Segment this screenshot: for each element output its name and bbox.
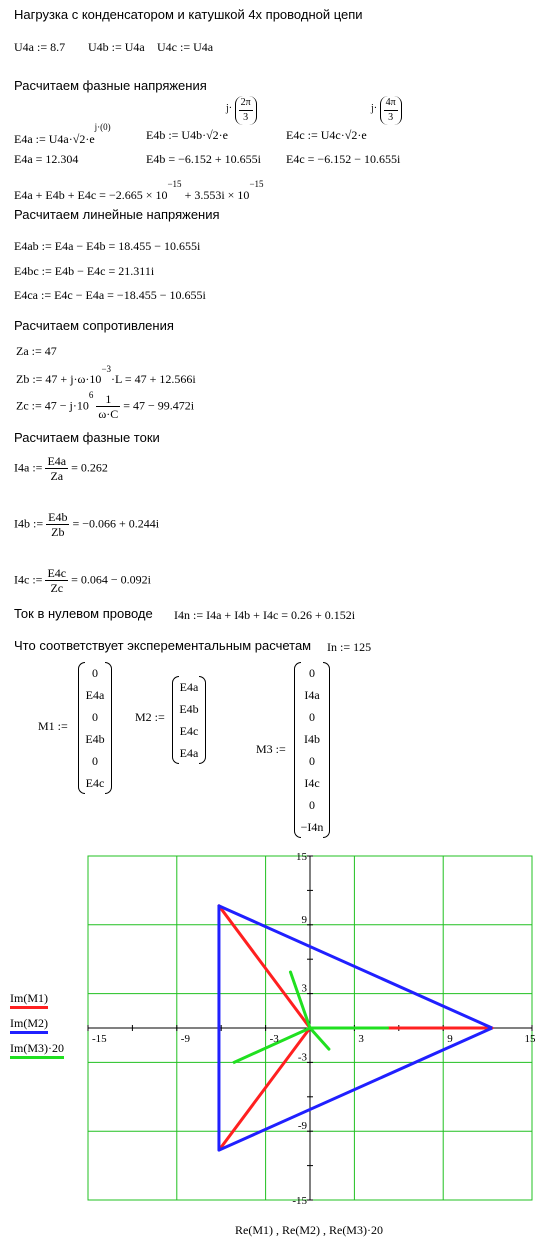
x-tick-label: -3 xyxy=(269,1033,279,1045)
e4c-exp xyxy=(371,96,402,125)
phase-sum-exp2: −15 xyxy=(249,179,264,189)
m1-cell: 0 xyxy=(92,666,98,680)
m3-label: M3 := xyxy=(256,742,286,756)
e4b-exp-pre: j· xyxy=(226,103,233,114)
m3-vector xyxy=(294,662,330,838)
x-axis-label: Re(M1) , Re(M2) , Re(M3)·20 xyxy=(235,1223,383,1237)
phase-sum-pre: E4a + E4b + E4c = −2.665 × 10 xyxy=(14,188,168,202)
m3-cell: −I4n xyxy=(300,820,324,834)
e4a-exp: j·(0) xyxy=(94,122,111,132)
phase-sum-exp1: −15 xyxy=(167,179,182,189)
res-header: Расчитаем сопротивления xyxy=(14,318,174,333)
def-u4a: U4a := 8.7 xyxy=(14,40,66,54)
zb-pre: Zb := 47 + j·ω·10 xyxy=(16,372,102,386)
m3-cell: 0 xyxy=(309,710,315,724)
zb-exp: −3 xyxy=(101,364,112,374)
m2-cell: E4b xyxy=(179,702,199,716)
e4a-val: E4a = 12.304 xyxy=(14,152,79,166)
i4c-lhs: I4c := xyxy=(14,572,43,587)
e4c-exp-pre: j· xyxy=(371,103,378,114)
m1-label: M1 := xyxy=(38,719,68,733)
legend-im-m3: Im(M3)·20 xyxy=(10,1041,64,1059)
x-tick-label: -15 xyxy=(92,1033,107,1045)
zc-num: 1 xyxy=(96,392,120,407)
i4b xyxy=(14,510,159,539)
i4a xyxy=(14,454,108,483)
e4c-def-text: E4c := U4c·√2·e xyxy=(286,128,367,142)
zb xyxy=(16,364,196,386)
e4b-exp xyxy=(226,96,257,125)
i4c-num: E4c xyxy=(47,566,67,580)
def-u4b: U4b := U4a xyxy=(88,40,145,54)
m3-cell: 0 xyxy=(309,798,315,812)
e4c-val: E4c = −6.152 − 10.655i xyxy=(286,152,401,166)
y-tick-label: -15 xyxy=(292,1195,307,1207)
e4c-exp-den: 3 xyxy=(388,112,394,123)
zc-den: ω·C xyxy=(98,407,119,421)
neutral-text: Ток в нулевом проводе xyxy=(14,606,153,621)
i4a-rhs: = 0.262 xyxy=(71,460,108,475)
i4c-den: Zc xyxy=(50,581,64,595)
x-tick-label: 9 xyxy=(447,1033,453,1045)
e4ab: E4ab := E4a − E4b = 18.455 − 10.655i xyxy=(14,239,201,253)
legend-im-m1: Im(M1) xyxy=(10,991,48,1009)
m3-cell: 0 xyxy=(309,754,315,768)
m1-cell: 0 xyxy=(92,710,98,724)
e4b-val: E4b = −6.152 + 10.655i xyxy=(146,152,261,166)
e4bc: E4bc := E4b − E4c = 21.311i xyxy=(14,264,155,278)
m1-cell: 0 xyxy=(92,754,98,768)
m3-cell: I4c xyxy=(304,776,320,790)
exp-text: Что соответствует эксперементальным расчетам xyxy=(14,638,312,653)
phase-sum xyxy=(14,179,264,202)
m2-label: M2 := xyxy=(135,710,165,724)
e4c-exp-num: 4π xyxy=(384,96,398,111)
e4c-def xyxy=(286,128,367,142)
m2-cell: E4a xyxy=(179,680,199,694)
cur-header: Расчитаем фазные токи xyxy=(14,430,160,445)
i4c xyxy=(14,566,151,595)
y-tick-label: -3 xyxy=(297,1051,307,1064)
m1-cell: E4c xyxy=(85,776,105,790)
i4b-lhs: I4b := xyxy=(14,516,44,531)
y-tick-label: 3 xyxy=(301,982,307,995)
i4b-den: Zb xyxy=(51,525,65,539)
e4b-exp-den: 3 xyxy=(243,112,249,123)
i4a-den: Za xyxy=(50,469,64,483)
phase-header: Расчитаем фазные напряжения xyxy=(14,78,207,93)
y-tick-label: 15 xyxy=(296,851,307,863)
e4b-def-text: E4b := U4b·√2·e xyxy=(146,128,229,142)
x-tick-label: -9 xyxy=(180,1033,190,1045)
i4a-lhs: I4a := xyxy=(14,460,43,475)
phase-sum-mid: + 3.553i × 10 xyxy=(181,188,250,202)
e4a-def-text: E4a := U4a·√2·e xyxy=(14,132,95,146)
e4ca: E4ca := E4c − E4a = −18.455 − 10.655i xyxy=(14,288,206,302)
m1-cell: E4b xyxy=(85,732,105,746)
zc-exp: 6 xyxy=(88,390,94,401)
za: Za := 47 xyxy=(16,344,57,358)
zb-post: ·L = 47 + 12.566i xyxy=(111,372,196,386)
y-tick-label: -9 xyxy=(297,1120,307,1133)
line-header: Расчитаем линейные напряжения xyxy=(14,207,220,222)
i4b-rhs: = −0.066 + 0.244i xyxy=(72,516,160,531)
m2-cell: E4a xyxy=(179,746,199,760)
x-tick-label: 3 xyxy=(358,1033,364,1045)
m2-vector xyxy=(172,676,206,764)
e4b-exp-num: 2π xyxy=(239,96,253,111)
m2-cell: E4c xyxy=(179,724,199,738)
legend-im-m2: Im(M2) xyxy=(10,1016,48,1034)
i4a-num: E4a xyxy=(47,454,67,468)
zc-post: = 47 − 99.472i xyxy=(123,398,195,413)
m1-cell: E4a xyxy=(85,688,105,702)
e4b-def xyxy=(146,128,228,142)
m1-vector xyxy=(78,662,112,794)
zc-pre: Zc := 47 − j·10 xyxy=(16,398,89,413)
i4b-num: E4b xyxy=(48,510,68,524)
zc xyxy=(16,392,194,421)
neutral-formula: I4n := I4a + I4b + I4c = 0.26 + 0.152i xyxy=(174,608,356,622)
page-title: Нагрузка с конденсатором и катушкой 4х проводной цепи xyxy=(14,7,363,22)
def-u4c: U4c := U4a xyxy=(157,40,214,54)
y-tick-label: 9 xyxy=(301,913,307,926)
exp-formula: In := 125 xyxy=(327,640,372,654)
m3-cell: I4b xyxy=(304,732,320,746)
m3-cell: 0 xyxy=(309,666,315,680)
x-tick-label: 15 xyxy=(524,1033,536,1045)
i4c-rhs: = 0.064 − 0.092i xyxy=(71,572,151,587)
phasor-chart xyxy=(0,845,556,1245)
m3-cell: I4a xyxy=(304,688,320,702)
